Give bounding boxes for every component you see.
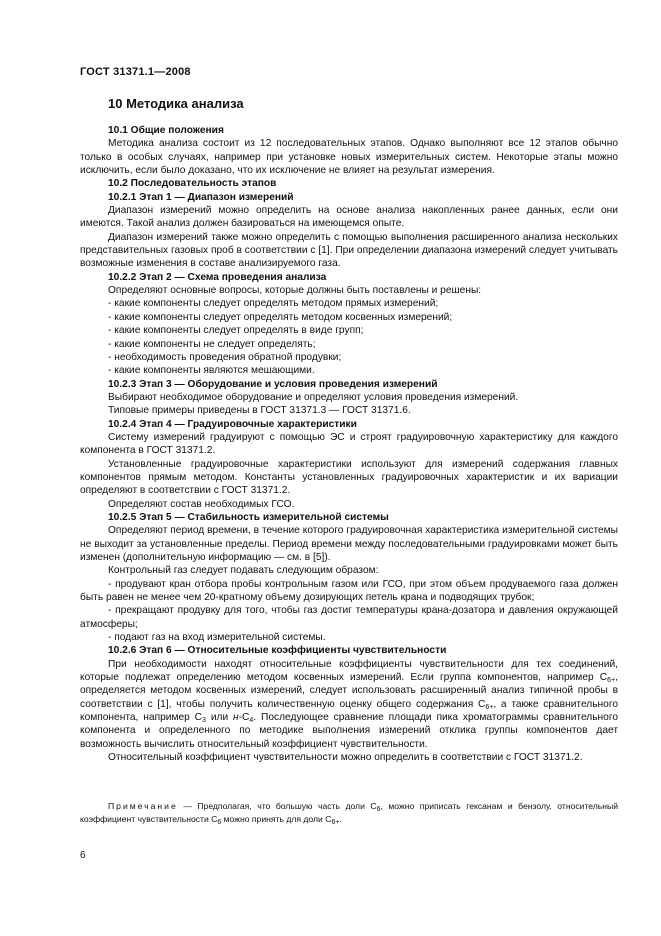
list-item: - какие компоненты следует определять методом прямых измерений;	[108, 298, 439, 310]
note: Примечание — Предполагая, что большую часть доли $C_6$, можно приписать гексанам и бензолу, относительный коэффициент чувствительности $C_6$ можно принять для доли $C_{6+}$.	[80, 801, 618, 826]
heading-10-2: 10.2 Последовательность этапов	[108, 178, 277, 190]
document-header: ГОСТ 31371.1—2008	[80, 66, 191, 78]
heading-10-1: 10.1 Общие положения	[108, 125, 224, 136]
heading-10-2-6: 10.2.6 Этап 6 — Относительные коэффициенты чувствительности	[108, 645, 447, 657]
heading-10-2-4: 10.2.4 Этап 4 — Градуировочные характеристики	[108, 418, 357, 430]
paragraph: Типовые примеры приведены в ГОСТ 31371.3 — ГОСТ 31371.6.	[108, 405, 411, 417]
paragraph: - прекращают продувку для того, чтобы газ достиг температуры крана-дозатора и давления окружающей атмосферы;	[80, 605, 618, 630]
paragraph: Диапазон измерений можно определить на основе анализа накопленных ранее данных, если они имеются. Такой анализ должен базироваться на имеющемся опыте.	[80, 205, 618, 230]
list-item: - какие компоненты являются мешающими.	[108, 365, 315, 377]
paragraph: - подают газ на вход измерительной системы.	[108, 632, 326, 644]
list-item: - необходимость проведения обратной продувки;	[108, 351, 342, 363]
heading-10-2-1: 10.2.1 Этап 1 — Диапазон измерений	[108, 191, 294, 203]
paragraph: Методика анализа состоит из 12 последовательных этапов. Однако выполняют все 12 этапов обычно только в особых случаях, например при установке новых измерительных систем. Некоторые этапы можно исключить, если было доказано, что их исключение не влияет на результат измерения.	[80, 138, 618, 177]
heading-10-2-3: 10.2.3 Этап 3 — Оборудование и условия проведения измерений	[108, 378, 438, 390]
list-item: - какие компоненты следует определять методом косвенных измерений;	[108, 311, 453, 323]
list-stage2	[80, 297, 618, 377]
section-title: 10 Методика анализа	[108, 96, 244, 111]
list-item: - какие компоненты следует определять в виде групп;	[108, 325, 364, 337]
note-label: Примечание	[108, 801, 178, 811]
paragraph: Систему измерений градуируют с помощью ЭС и строят градуировочную характеристику для каждого компонента в ГОСТ 31371.2.	[80, 431, 618, 457]
paragraph: Относительный коэффициент чувствительности можно определить в соответствии с ГОСТ 31371.2.	[108, 752, 583, 764]
page-number: 6	[80, 850, 86, 861]
paragraph: При необходимости находят относительные коэффициенты чувствительности для тех соединений, которые подлежат определению методом косвенных измерений. Если группа компонентов, например $C_{6+}$, определяется методом косвенных измерений, следует использовать расширенный анализ типичной пробы в соответствии с [1], чтобы получить количественную оценку общего содержания $C_{6+}$, а также сравнительного компонента, например $C_3$ или $н-C_4$. Последующее сравнение площади пика хроматограммы сравнительного компонента и определенного по методике выполнения измерений отклика группы компонентов дает возможность вычислить относительный коэффициент чувствительности.	[80, 658, 618, 750]
paragraph: Определяют основные вопросы, которые должны быть поставлены и решены:	[108, 285, 482, 297]
paragraph: Установленные градуировочные характеристики используют для измерений содержания главных компонентов прямым методом. Константы установленных градуировочных характеристик и их вариации определяют в соответствии с ГОСТ 31371.2.	[80, 458, 618, 497]
heading-10-2-2: 10.2.2 Этап 2 — Схема проведения анализа	[108, 271, 327, 283]
paragraph: Выбирают необходимое оборудование и определяют условия проведения измерений.	[108, 391, 519, 403]
heading-10-2-5: 10.2.5 Этап 5 — Стабильность измерительной системы	[108, 511, 389, 523]
paragraph: Диапазон измерений также можно определить с помощью выполнения расширенного анализа нескольких представительных газовых проб в соответствии с [1]. При определении диапазона измерений следует учитывать возможные изменения в составе анализируемого газа.	[80, 231, 618, 270]
paragraph: - продувают кран отбора пробы контрольным газом или ГСО, при этом объем продуваемого газа должен быть равен не менее чем 20-кратному объему дозирующих петель крана и подводящих трубок;	[80, 578, 618, 604]
document-body	[80, 124, 618, 765]
paragraph: Определяют период времени, в течение которого градуировочная характеристика измерительной системы не выходит за установленные пределы. Период времени между последовательными градуировками может быть изменен (дополнительную информацию — см. в [5]).	[80, 525, 618, 563]
paragraph: Контрольный газ следует подавать следующим образом:	[108, 565, 379, 577]
paragraph: Определяют состав необходимых ГСО.	[108, 498, 295, 510]
list-item: - какие компоненты не следует определять;	[108, 338, 316, 350]
